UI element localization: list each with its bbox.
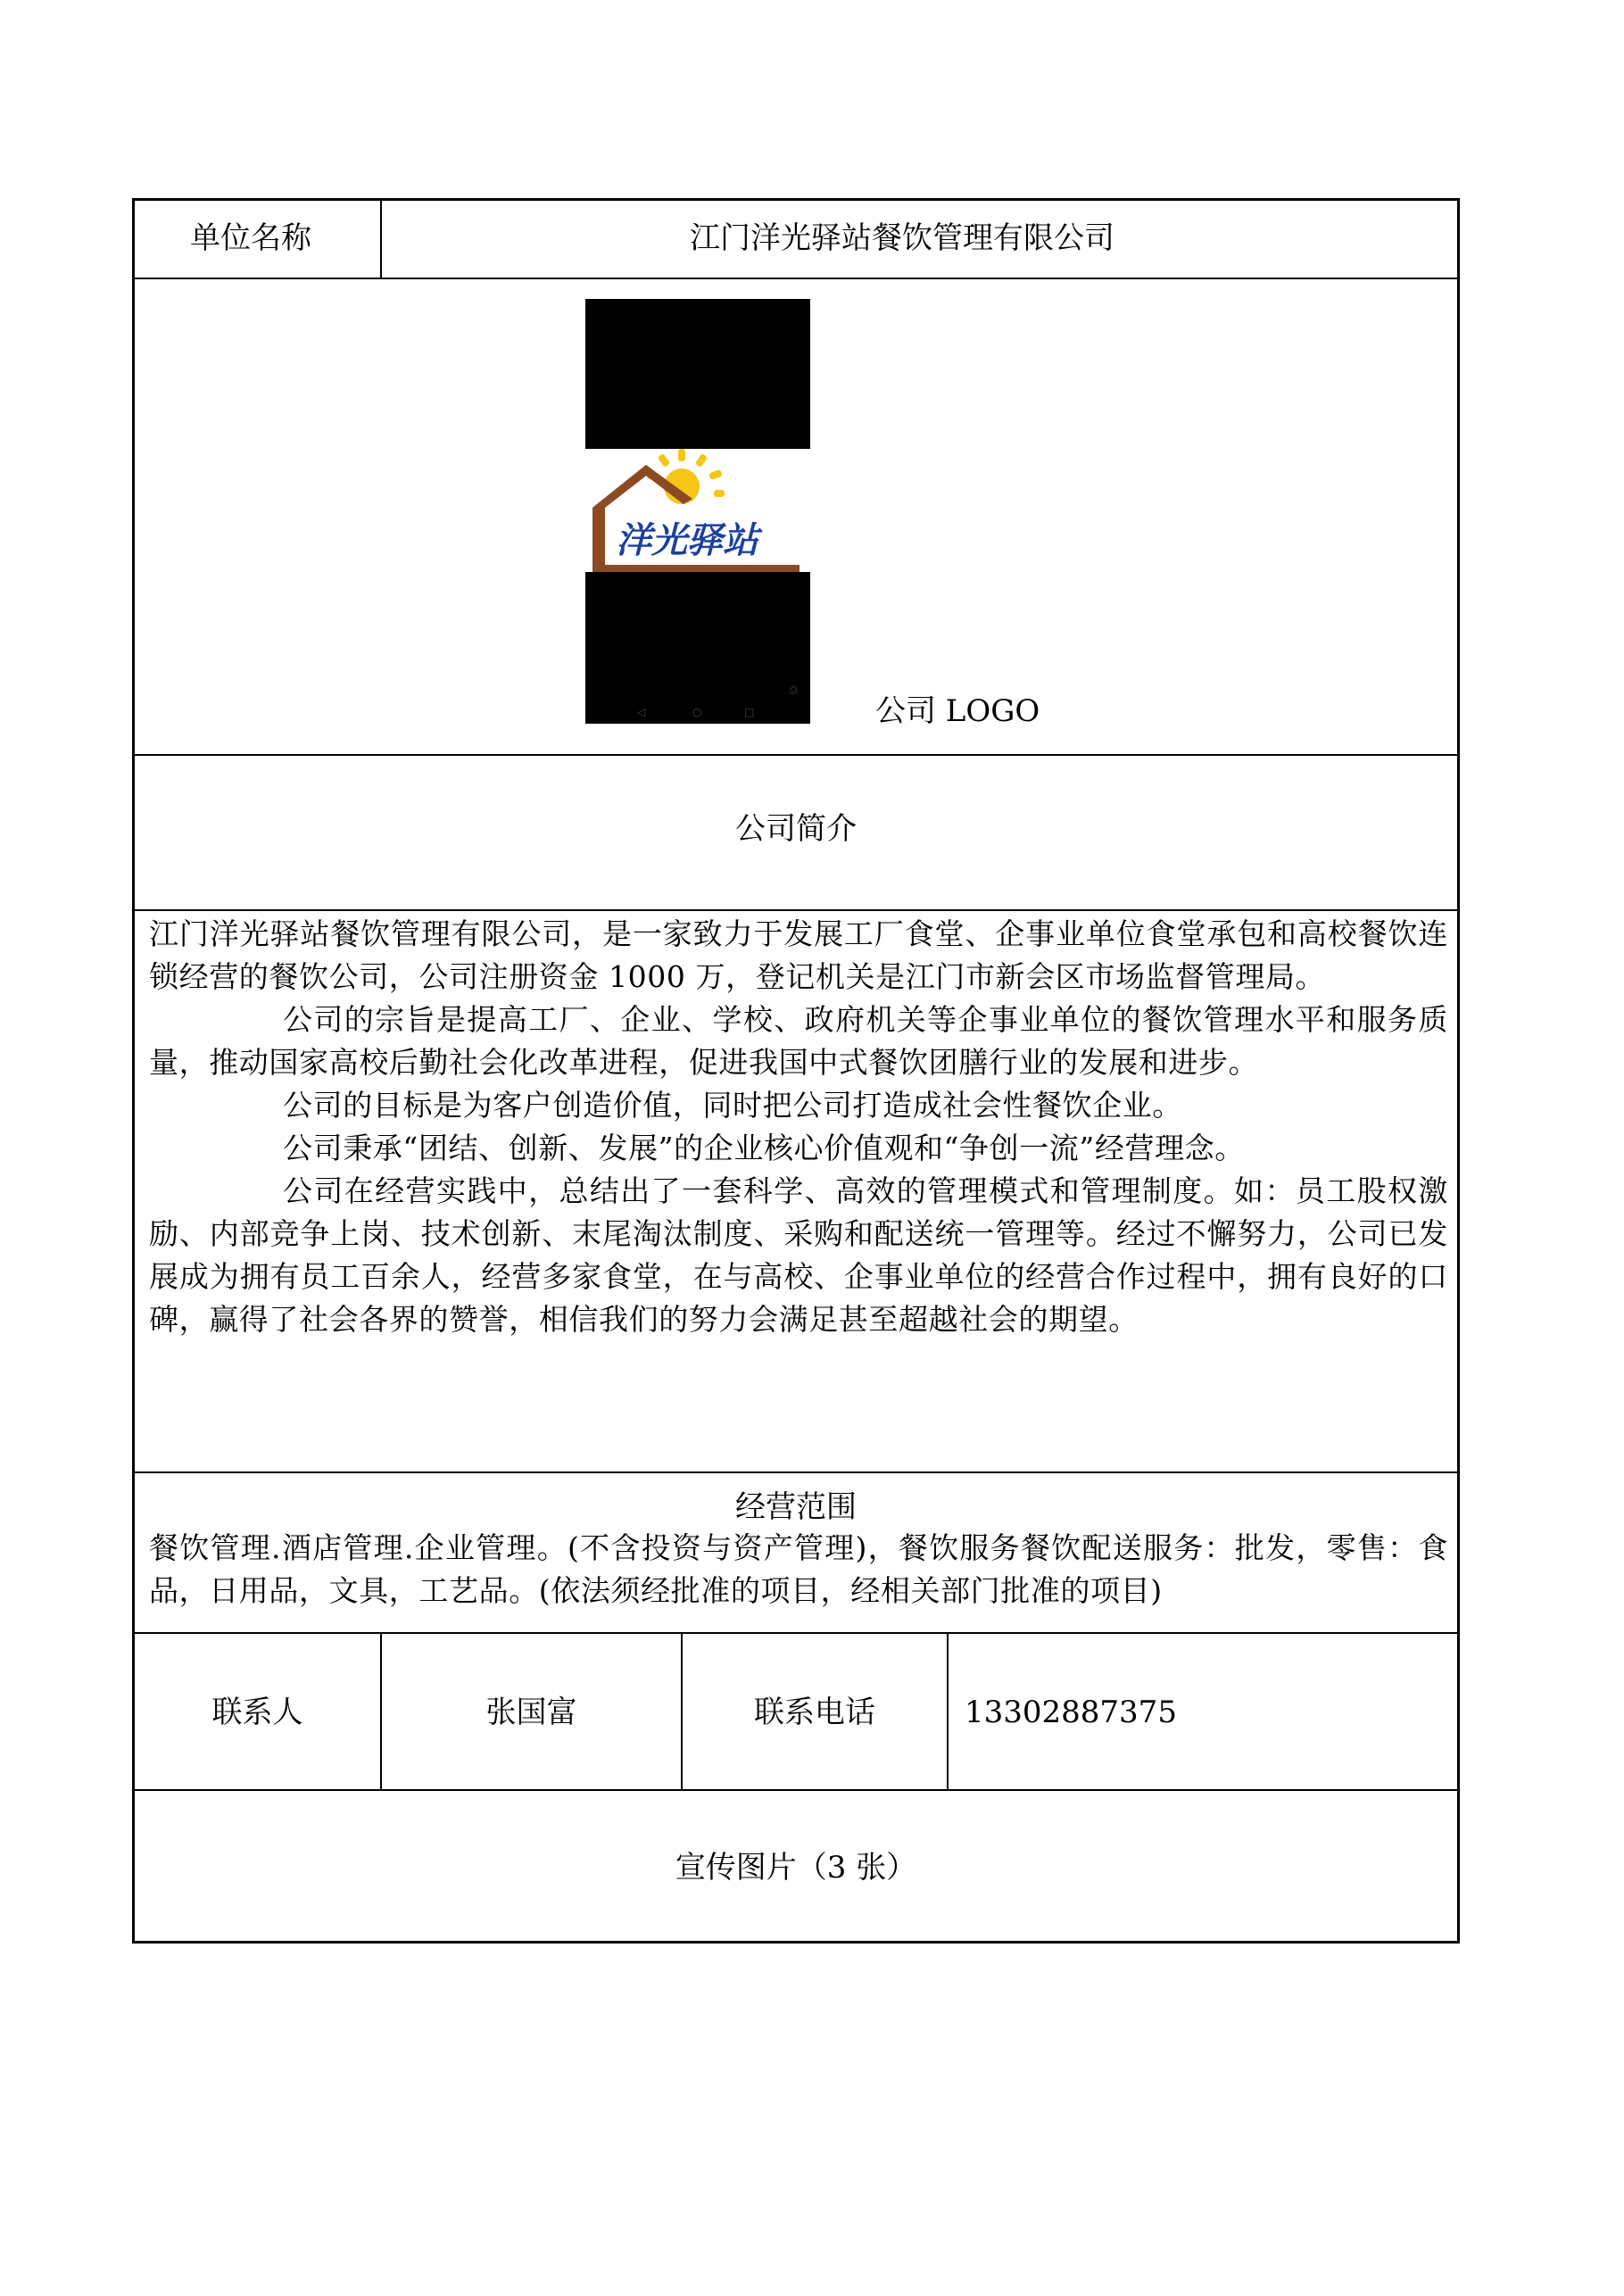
screenshot-icon: ⎙ [789,684,798,696]
contact-person-label: 联系人 [211,1695,303,1730]
scope-title: 经营范围 [735,1489,857,1525]
intro-body [149,913,1448,1341]
intro-paragraph-5: 公司在经营实践中，总结出了一套科学、高效的管理模式和管理制度。如：员工股权激励、内部竞争上岗、技术创新、末尾淘汰制度、采购和配送统一管理等。经过不懈努力，公司已发展成为拥有员工百余人，经营多家食堂，在与高校、企事业单位的经营合作过程中，拥有良好的口碑，赢得了社会各界的赞誉，相信我们的努力会满足甚至超越社会的期望。 [149,1173,1448,1337]
logo-brand-text: 洋光驿站 [616,520,758,561]
contact-divider-3 [947,1632,949,1789]
intro-paragraph-2: 公司的宗旨是提高工厂、企业、学校、政府机关等企事业单位的餐饮管理水平和服务质量，推动国家高校后勤社会化改革进程，促进我国中式餐饮团膳行业的发展和进步。 [149,1002,1448,1080]
unit-name-value: 江门洋光驿站餐饮管理有限公司 [690,220,1114,256]
phone-nav-bar [585,684,810,718]
logo-screenshot [585,299,810,724]
row-divider-5 [135,1632,1457,1634]
logo-caption: 公司 LOGO [875,693,1040,729]
row-divider-4 [135,1471,1457,1473]
unit-name-label: 单位名称 [190,220,311,256]
row-divider-3 [135,909,1457,911]
contact-person-value: 张国富 [485,1695,577,1730]
recents-icon: □ [744,706,755,718]
company-logo [585,449,810,572]
photos-label: 宣传图片（3 张） [675,1850,917,1886]
scope-text: 餐饮管理.酒店管理.企业管理。(不含投资与资产管理)，餐饮服务餐饮配送服务：批发，零售：食品，日用品，文具，工艺品。(依法须经批准的项目，经相关部门批准的项目) [149,1530,1448,1608]
row-divider-1 [135,278,1457,279]
back-icon: ◁ [637,706,646,718]
contact-phone-label: 联系电话 [754,1695,875,1730]
row-divider-2 [135,754,1457,756]
intro-title: 公司简介 [735,811,857,847]
header-divider [380,201,382,278]
intro-paragraph-3: 公司的目标是为客户创造价值，同时把公司打造成社会性餐饮企业。 [283,1088,1182,1123]
contact-phone-value: 13302887375 [965,1695,1177,1730]
row-divider-6 [135,1789,1457,1791]
home-icon: ○ [692,706,702,718]
intro-paragraph-1: 江门洋光驿站餐饮管理有限公司，是一家致力于发展工厂食堂、企事业单位食堂承包和高校餐饮连锁经营的餐饮公司，公司注册资金 1000 万，登记机关是江门市新会区市场监督管理局。 [149,916,1448,994]
company-info-form [132,198,1460,1944]
intro-paragraph-4: 公司秉承“团结、创新、发展”的企业核心价值观和“争创一流”经营理念。 [283,1131,1245,1165]
logo-graphic [585,449,810,572]
